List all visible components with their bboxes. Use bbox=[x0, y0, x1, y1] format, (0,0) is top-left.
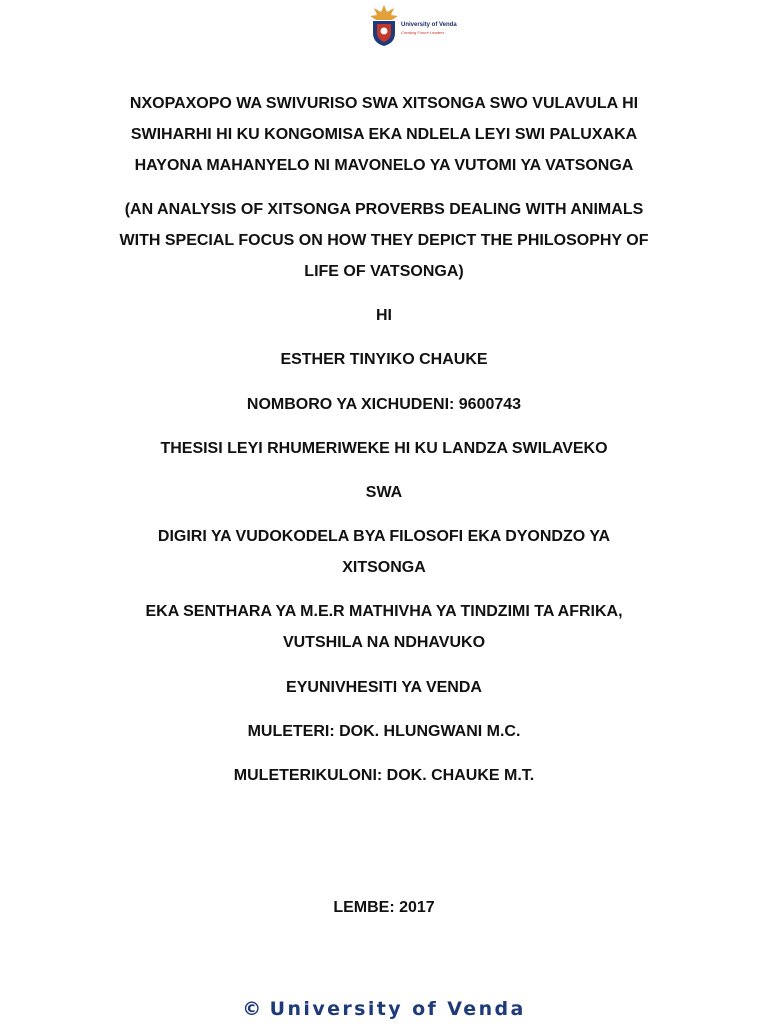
footer-university-name: University of Venda bbox=[269, 998, 526, 1020]
department-line: EKA SENTHARA YA M.E.R MATHIVHA YA TINDZIMI TA AFRIKA, bbox=[145, 603, 623, 620]
degree-line: XITSONGA bbox=[342, 559, 426, 576]
title-english bbox=[60, 194, 708, 287]
student-number: NOMBORO YA XICHUDENI: 9600743 bbox=[246, 396, 522, 413]
author-name: ESTHER TINYIKO CHAUKE bbox=[280, 351, 488, 368]
year: LEMBE: 2017 bbox=[333, 899, 435, 916]
title-line: HAYONA MAHANYELO NI MAVONELO YA VUTOMI YA VATSONGA bbox=[134, 157, 634, 174]
copyright-icon: © bbox=[242, 998, 264, 1020]
university-name: EYUNIVHESITI YA VENDA bbox=[286, 679, 482, 696]
crest-icon bbox=[368, 3, 400, 47]
logo-name: University of Venda bbox=[401, 22, 457, 28]
degree bbox=[60, 521, 708, 583]
co-supervisor: MULETERIKULONI: DOK. CHAUKE M.T. bbox=[233, 767, 535, 784]
logo-tagline: Creating Future Leaders bbox=[401, 30, 445, 35]
footer bbox=[0, 994, 768, 1024]
department-line: VUTSHILA NA NDHAVUKO bbox=[282, 634, 486, 651]
department bbox=[60, 596, 708, 658]
supervisor: MULETERI: DOK. HLUNGWANI M.C. bbox=[247, 723, 521, 740]
title-line: SWIHARHI HI KU KONGOMISA EKA NDLELA LEYI SWI PALUXAKA bbox=[130, 126, 638, 143]
title-tsonga bbox=[60, 88, 708, 181]
title-line: (AN ANALYSIS OF XITSONGA PROVERBS DEALING WITH ANIMALS bbox=[124, 201, 644, 218]
title-line: LIFE OF VATSONGA) bbox=[304, 263, 464, 280]
title-line: WITH SPECIAL FOCUS ON HOW THEY DEPICT THE PHILOSOPHY OF bbox=[119, 232, 649, 249]
title-line: NXOPAXOPO WA SWIVURISO SWA XITSONGA SWO VULAVULA HI bbox=[129, 95, 639, 112]
by-label: HI bbox=[376, 307, 392, 324]
of-label: SWA bbox=[365, 484, 403, 501]
submission-statement: THESISI LEYI RHUMERIWEKE HI KU LANDZA SWILAVEKO bbox=[160, 440, 608, 457]
degree-line: DIGIRI YA VUDOKODELA BYA FILOSOFI EKA DYONDZO YA bbox=[157, 528, 611, 545]
university-logo bbox=[368, 3, 457, 47]
